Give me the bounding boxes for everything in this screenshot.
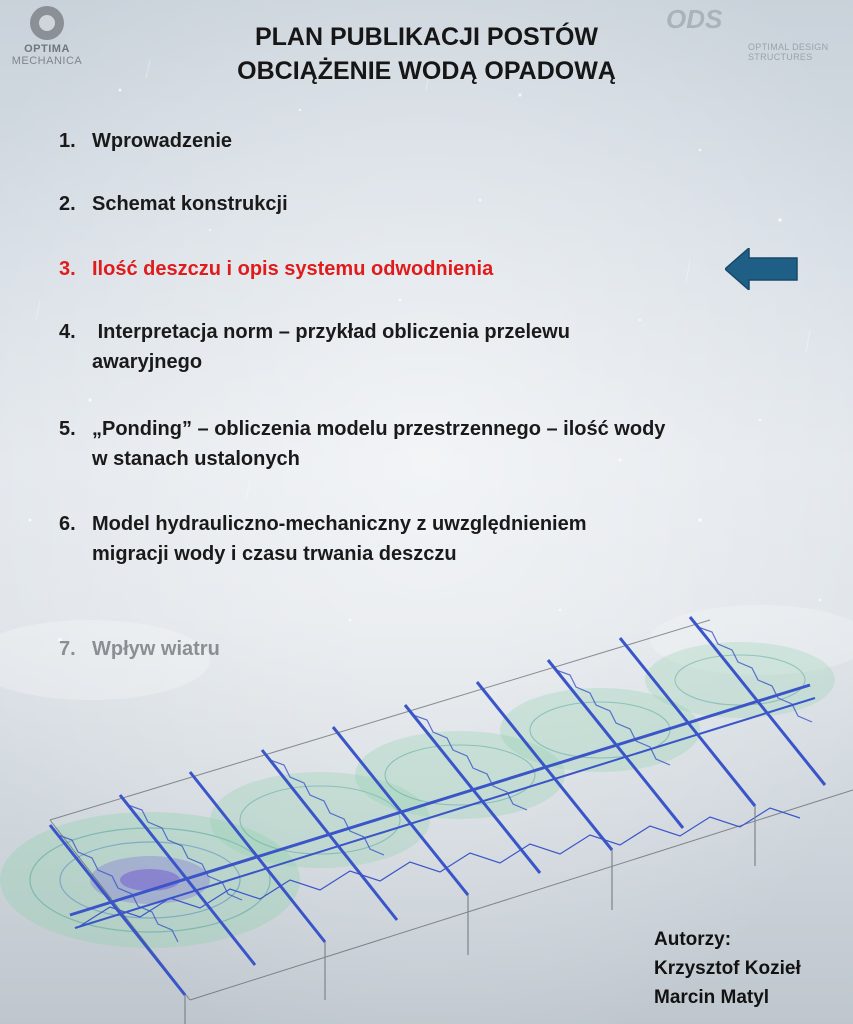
agenda-item-text: Schemat konstrukcji — [92, 193, 288, 215]
agenda-item-text: Model hydrauliczno-mechaniczny z uwzględnieniem migracji wody i czasu trwania deszczu — [92, 513, 587, 565]
agenda-item-6 — [59, 509, 659, 569]
agenda-item-3 — [59, 254, 699, 284]
author-name: Krzysztof Kozieł — [654, 958, 801, 979]
agenda-item-number: 1. — [59, 130, 76, 152]
agenda-item-text: Wpływ wiatru — [92, 638, 220, 660]
agenda-item-text: Interpretacja norm – przykład obliczenia przelewu awaryjnego — [92, 321, 576, 373]
agenda-item-1 — [59, 126, 699, 156]
agenda-item-number: 7. — [59, 638, 76, 660]
authors-label: Autorzy: — [654, 929, 732, 950]
title-line-2: OBCIĄŻENIE WODĄ OPADOWĄ — [237, 57, 616, 85]
title-line-1: PLAN PUBLIKACJI POSTÓW — [254, 23, 599, 51]
ods-brand: ODS — [666, 4, 723, 34]
agenda-item-text: Wprowadzenie — [92, 130, 233, 152]
current-item-marker — [725, 248, 799, 290]
slide-title — [0, 20, 853, 88]
agenda-item-5 — [59, 414, 679, 474]
authors-block — [654, 925, 801, 1012]
logo-line-2: MECHANICA — [11, 55, 83, 67]
author-name: Marcin Matyl — [654, 987, 770, 1008]
agenda-item-text: „Ponding” – obliczenia modelu przestrzennego – ilość wody w stanach ustalonych — [92, 418, 666, 470]
agenda-item-number: 4. — [59, 321, 76, 343]
ponding-contours — [0, 642, 835, 948]
agenda-item-text: Ilość deszczu i opis systemu odwodnienia — [92, 258, 494, 280]
ods-subtitle-line-1: OPTIMAL DESIGN — [748, 42, 829, 52]
agenda-item-4 — [59, 317, 619, 377]
agenda-item-number: 2. — [59, 193, 76, 215]
agenda-item-number: 3. — [59, 258, 76, 280]
ods-subtitle-line-2: STRUCTURES — [748, 52, 813, 62]
arrow-left-icon — [725, 248, 799, 290]
agenda-item-number: 5. — [59, 418, 76, 440]
agenda-item-2 — [59, 189, 699, 219]
agenda-item-number: 6. — [59, 513, 76, 535]
logo-line-1: OPTIMA — [24, 43, 70, 55]
